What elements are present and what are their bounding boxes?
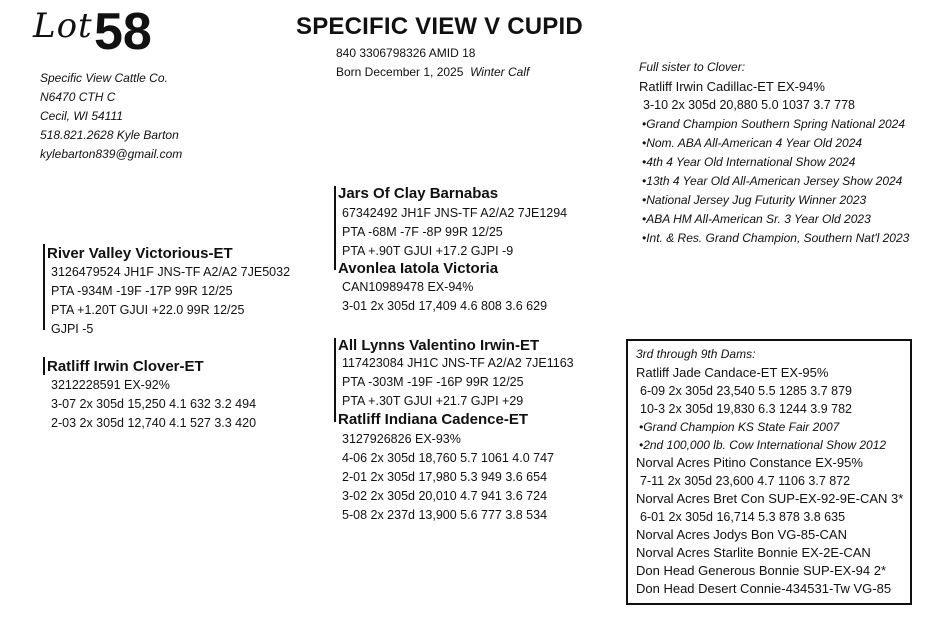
- deep-dam-line: Norval Acres Starlite Bonnie EX-2E-CAN: [636, 545, 871, 560]
- sire-sire-name: Jars Of Clay Barnabas: [338, 185, 499, 202]
- sire-sire-line: 67342492 JH1F JNS-TF A2/A2 7JE1294: [342, 206, 568, 220]
- dam-details: [51, 376, 256, 433]
- dam-sire-line: PTA -303M -19F -16P 99R 12/25: [342, 375, 524, 389]
- animal-ids: 840 3306798326 AMID 18: [336, 46, 476, 60]
- birth-date: Born December 1, 2025: [336, 65, 464, 79]
- breeder-city: Cecil, WI 54111: [40, 109, 123, 123]
- deep-dam-line: Don Head Generous Bonnie SUP-EX-94 2*: [636, 563, 887, 578]
- sire-bracket-line: [334, 186, 336, 270]
- dam-line: 3-07 2x 305d 15,250 4.1 632 3.2 494: [51, 397, 257, 411]
- dam-line: 3212228591 EX-92%: [51, 378, 170, 392]
- sire-sire-line: PTA +.90T GJUI +17.2 GJPI -9: [342, 244, 514, 258]
- dam-dam-line: 3-02 2x 305d 20,010 4.7 941 3.6 724: [342, 489, 548, 503]
- sister-honor: •4th 4 Year Old International Show 2024: [642, 155, 856, 169]
- sire-left-line: [43, 244, 45, 330]
- dam-dam-line: 5-08 2x 237d 13,900 5.6 777 3.8 534: [342, 508, 548, 522]
- dam-dam-line: 3127926826 EX-93%: [342, 432, 461, 446]
- sire-dam-line: 3-01 2x 305d 17,409 4.6 808 3.6 629: [342, 299, 548, 313]
- breeder-phone: 518.821.2628 Kyle Barton: [40, 128, 179, 142]
- sister-honor: •13th 4 Year Old All-American Jersey Show 2024: [642, 174, 903, 188]
- dam-line: 2-03 2x 305d 12,740 4.1 527 3.3 420: [51, 416, 257, 430]
- dam-bracket-line: [334, 338, 336, 422]
- sire-line: 3126479524 JH1F JNS-TF A2/A2 7JE5032: [51, 265, 291, 279]
- deep-dam-record: 7-11 2x 305d 23,600 4.7 1106 3.7 872: [640, 474, 851, 488]
- sire-line: GJPI -5: [51, 322, 94, 336]
- sister-record: 3-10 2x 305d 20,880 5.0 1037 3.7 778: [643, 98, 855, 112]
- sire-name: River Valley Victorious-ET: [47, 245, 233, 262]
- sire-sire-details: [342, 204, 567, 261]
- calf-class: Winter Calf: [470, 65, 530, 79]
- deep-dam-line: Ratliff Jade Candace-ET EX-95%: [636, 365, 829, 380]
- deep-dam-line: Norval Acres Bret Con SUP-EX-92-9E-CAN 3*: [636, 491, 904, 506]
- dam-left-line: [43, 357, 45, 375]
- deep-dam-honor: •Grand Champion KS State Fair 2007: [639, 420, 840, 434]
- breeder-address: N6470 CTH C: [40, 90, 116, 104]
- sister-honor: •ABA HM All-American Sr. 3 Year Old 2023: [642, 212, 871, 226]
- dam-dam-name: Ratliff Indiana Cadence-ET: [338, 411, 529, 428]
- breeder-email: kylebarton839@gmail.com: [40, 147, 183, 161]
- deep-dam-line: Norval Acres Pitino Constance EX-95%: [636, 455, 863, 470]
- sister-name: Ratliff Irwin Cadillac-ET EX-94%: [639, 79, 825, 94]
- sister-honor: •National Jersey Jug Futurity Winner 2023: [642, 193, 867, 207]
- sire-dam-line: CAN10989478 EX-94%: [342, 280, 474, 294]
- deep-dam-record: 6-09 2x 305d 23,540 5.5 1285 3.7 879: [640, 384, 852, 398]
- deep-dam-line: Don Head Desert Connie-434531-Tw VG-85: [636, 581, 892, 596]
- animal-name-title: SPECIFIC VIEW V CUPID: [296, 13, 583, 40]
- dam-dam-line: 4-06 2x 305d 18,760 5.7 1061 4.0 747: [342, 451, 554, 465]
- sire-line: PTA +1.20T GJUI +22.0 99R 12/25: [51, 303, 245, 317]
- sire-dam-details: [342, 278, 547, 316]
- sire-line: PTA -934M -19F -17P 99R 12/25: [51, 284, 233, 298]
- deep-dam-record: 10-3 2x 305d 19,830 6.3 1244 3.9 782: [640, 402, 852, 416]
- dam-sire-line: 117423084 JH1C JNS-TF A2/A2 7JE1163: [342, 356, 574, 370]
- lot-number: 58: [94, 3, 152, 61]
- deep-dam-line: Norval Acres Jodys Bon VG-85-CAN: [636, 527, 847, 542]
- full-sister-block: [639, 58, 909, 248]
- dam-sire-name: All Lynns Valentino Irwin-ET: [338, 337, 540, 354]
- deep-dam-record: 6-01 2x 305d 16,714 5.3 878 3.8 635: [640, 510, 846, 524]
- sister-honor: •Grand Champion Southern Spring National 2024: [642, 117, 906, 131]
- dam-sire-details: [342, 354, 574, 411]
- animal-birth: [336, 63, 529, 82]
- dam-dam-details: [342, 430, 554, 525]
- lot-label: Lot: [33, 6, 93, 46]
- sister-honor: •Int. & Res. Grand Champion, Southern Nat'l 2023: [642, 231, 910, 245]
- sister-honor: •Nom. ABA All-American 4 Year Old 2024: [642, 136, 863, 150]
- sire-details: [51, 263, 290, 339]
- sire-sire-line: PTA -68M -7F -8P 99R 12/25: [342, 225, 503, 239]
- dam-dam-line: 2-01 2x 305d 17,980 5.3 949 3.6 654: [342, 470, 548, 484]
- sister-heading: Full sister to Clover:: [639, 60, 746, 74]
- dam-sire-line: PTA +.30T GJUI +21.7 GJPI +29: [342, 394, 524, 408]
- sire-dam-name: Avonlea Iatola Victoria: [338, 260, 499, 277]
- deep-dams-box: [626, 339, 912, 605]
- dam-name: Ratliff Irwin Clover-ET: [47, 358, 204, 375]
- breeder-name: Specific View Cattle Co.: [40, 71, 168, 85]
- deep-dam-honor: •2nd 100,000 lb. Cow International Show 2012: [639, 438, 887, 452]
- breeder-contact: [40, 69, 182, 164]
- deep-dams-heading: 3rd through 9th Dams:: [636, 347, 756, 361]
